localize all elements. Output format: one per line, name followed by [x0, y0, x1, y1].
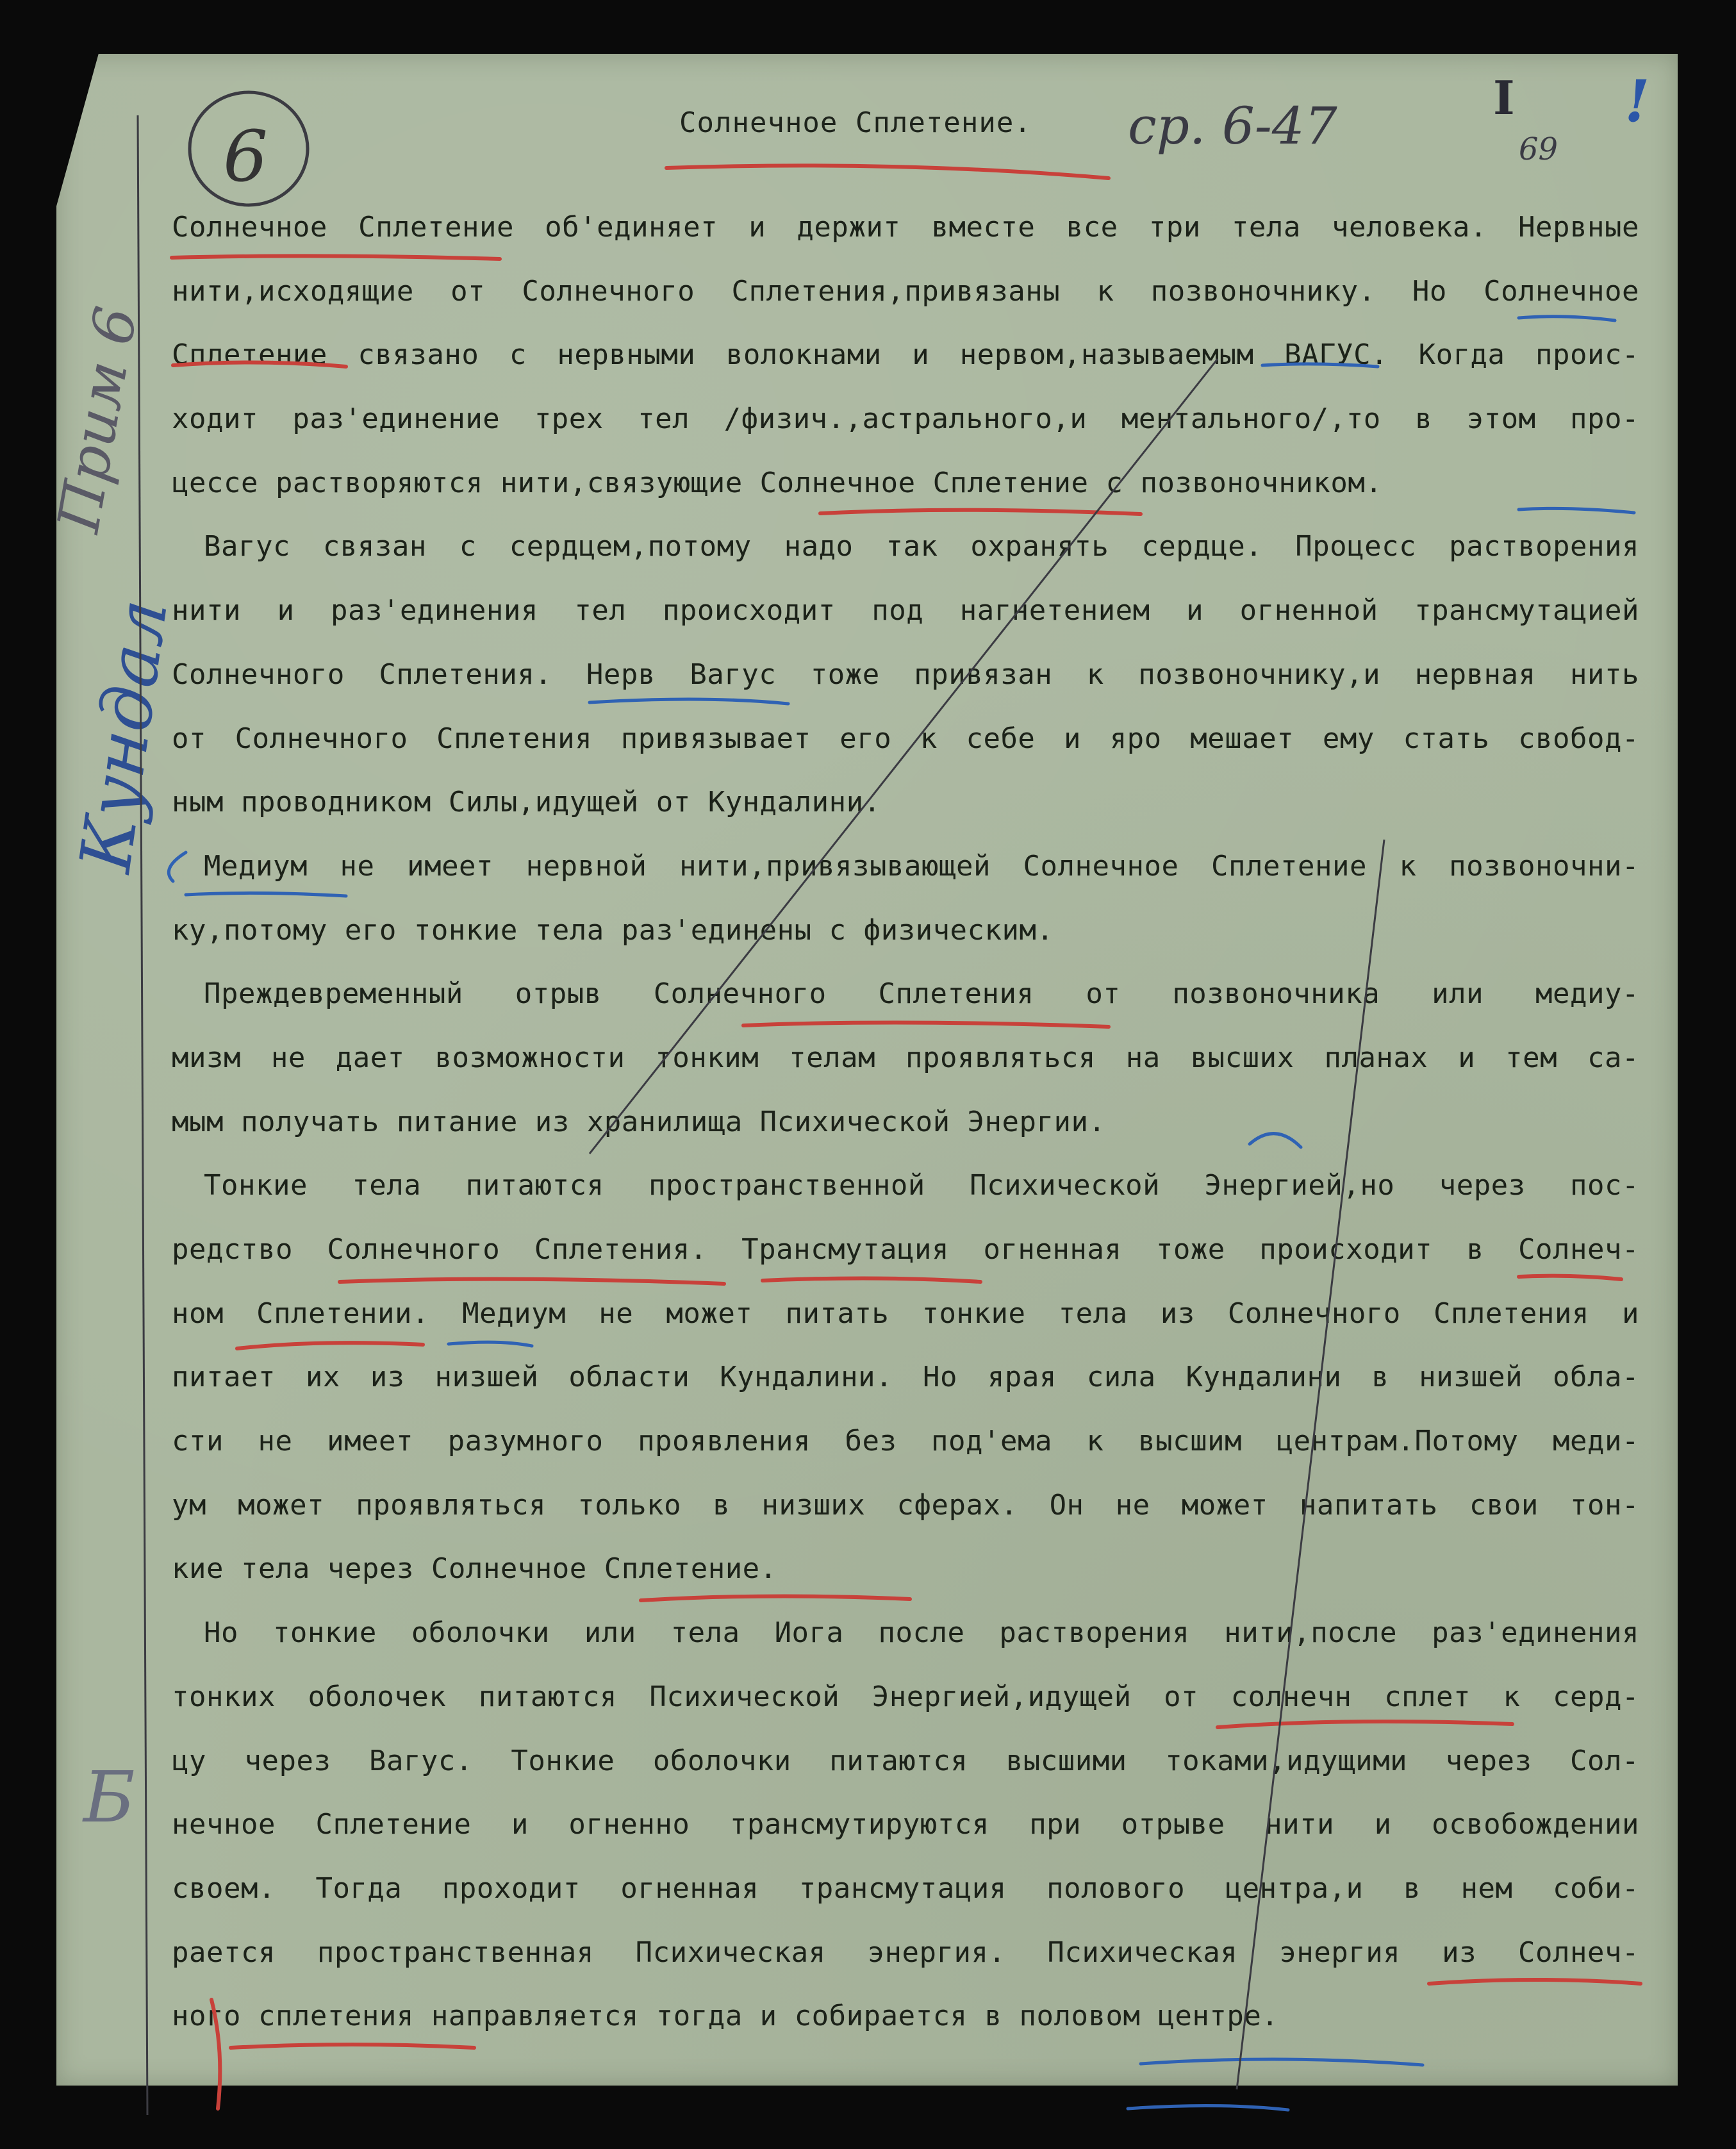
text-line: Тонкие тела питаются пространственной Психической Энергией,но через пос- [204, 1169, 1639, 1202]
text-line: своем. Тогда проходит огненная трансмутация полового центра,и в нем соби- [172, 1871, 1639, 1905]
text-line: цу через Вагус. Тонкие оболочки питаются высшими токами,идущими через Сол- [172, 1744, 1639, 1777]
document-title: Солнечное Сплетение. [679, 106, 1032, 139]
text-line: ку,потому его тонкие тела раз'единены с физическим. [172, 913, 1054, 947]
text-line: кие тела через Солнечное Сплетение. [172, 1552, 777, 1586]
text-line: мым получать питание из хранилища Психической Энергии. [172, 1105, 1106, 1138]
margin-note-bottom: Б [83, 1756, 135, 1838]
reference-handwritten: ср. 6-47 [1128, 96, 1337, 156]
text-line: нити,исходящие от Солнечного Сплетения,привязаны к позвоночнику. Но Солнечное [172, 274, 1639, 308]
text-line: Медиум не имеет нервной нити,привязывающей Солнечное Сплетение к позвоночни- [204, 849, 1639, 883]
text-line: сти не имеет разумного проявления без под'ема к высшим центрам.Потому меди- [172, 1425, 1639, 1458]
text-line: нити и раз'единения тел происходит под нагнетением и огненной трансмутацией [172, 594, 1639, 627]
text-line: ном Сплетении. Медиум не может питать тонкие тела из Солнечного Сплетения и [172, 1297, 1639, 1330]
text-line: Преждевременный отрыв Солнечного Сплетения от позвоночника или медиу- [204, 977, 1639, 1011]
page-number-handwritten: 6 [223, 115, 268, 197]
text-line: редство Солнечного Сплетения. Трансмутация огненная тоже происходит в Солнеч- [172, 1233, 1639, 1266]
sheet-number-handwritten: 69 [1519, 131, 1558, 167]
exclamation-handwritten: ! [1624, 67, 1650, 135]
margin-note-blue: Кундал [64, 594, 184, 877]
text-line: ного сплетения направляется тогда и собирается в половом центре. [172, 2000, 1279, 2033]
text-line: от Солнечного Сплетения привязывает его к себе и яро мешает ему стать свобод- [172, 722, 1639, 755]
text-line: ум может проявляться только в низших сферах. Он не может напитать свои тон- [172, 1488, 1639, 1522]
text-line: питает их из низшей области Кундалини. Но ярая сила Кундалини в низшей обла- [172, 1361, 1639, 1394]
text-line: мизм не дает возможности тонким телам проявляться на высших планах и тем са- [172, 1041, 1639, 1074]
text-line: Сплетение связано с нервными волокнами и нервом,называемым ВАГУС. Когда проис- [172, 338, 1639, 372]
roman-numeral-handwritten: I [1493, 71, 1515, 125]
text-line: Солнечного Сплетения. Нерв Вагус тоже привязан к позвоночнику,и нервная нить [172, 658, 1639, 691]
document-body [172, 195, 1639, 2048]
text-line: цессе растворяются нити,связующие Солнечное Сплетение с позвоночником. [172, 466, 1383, 499]
text-line: нечное Сплетение и огненно трансмутируются при отрыве нити и освобождении [172, 1808, 1639, 1841]
text-line: Солнечное Сплетение об'единяет и держит вместе все три тела человека. Нервные [172, 211, 1639, 244]
text-line: Вагус связан с сердцем,потому надо так охранять сердце. Процесс растворения [204, 530, 1639, 563]
text-line: Но тонкие оболочки или тела Иога после растворения нити,после раз'единения [204, 1616, 1639, 1650]
text-line: ным проводником Силы,идущей от Кундалини. [172, 786, 881, 819]
text-line: ходит раз'единение трех тел /физич.,астрального,и ментального/,то в этом про- [172, 402, 1639, 436]
margin-note-pencil: Прим 6 [45, 301, 151, 538]
text-line: тонких оболочек питаются Психической Энергией,идущей от солнечн сплет к серд- [172, 1680, 1639, 1713]
text-line: рается пространственная Психическая энергия. Психическая энергия из Солнеч- [172, 1936, 1639, 1969]
